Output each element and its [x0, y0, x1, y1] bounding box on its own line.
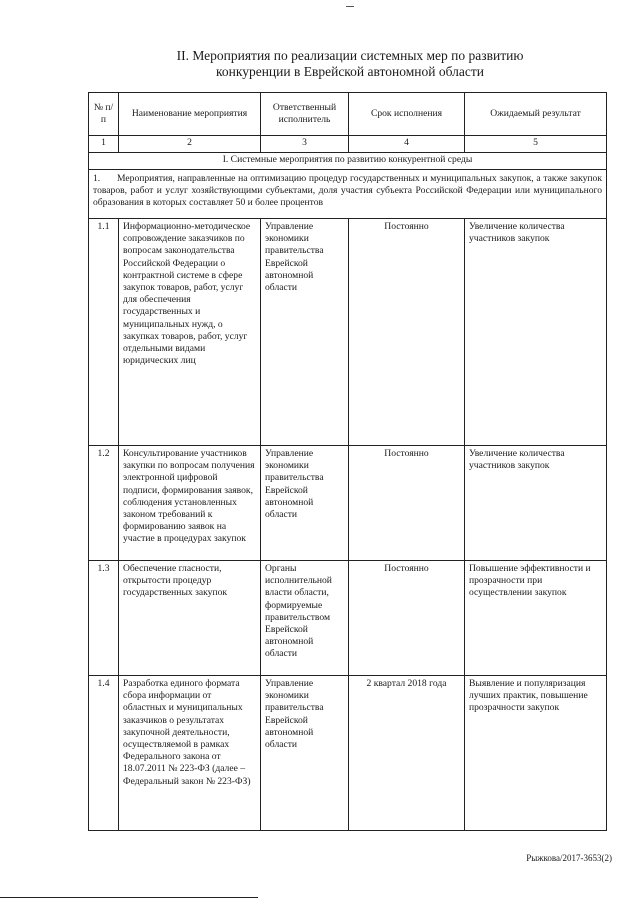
group-row [89, 170, 607, 219]
column-number: 2 [119, 136, 261, 153]
row-number: 1.2 [89, 446, 119, 561]
header-deadline: Срок исполнения [349, 93, 465, 136]
column-number: 5 [465, 136, 607, 153]
row-number: 1.1 [89, 219, 119, 446]
row-result: Увеличение количества участников закупок [465, 219, 607, 446]
row-number: 1.4 [89, 676, 119, 831]
column-number: 3 [261, 136, 349, 153]
table-header-row [89, 93, 607, 136]
row-deadline: Постоянно [349, 219, 465, 446]
section-row [89, 153, 607, 170]
group-number: 1. [93, 173, 101, 184]
row-executor: Органы исполнительной власти области, формируемые правительством Еврейской автономной области [261, 561, 349, 676]
row-deadline: 2 квартал 2018 года [349, 676, 465, 831]
row-number: 1.3 [89, 561, 119, 676]
table-row [89, 561, 607, 676]
table-row [89, 219, 607, 446]
column-numbers-row [89, 136, 607, 153]
title-line-1: II. Мероприятия по реализации системных мер по развитию [176, 48, 524, 63]
column-number: 4 [349, 136, 465, 153]
row-result: Повышение эффективности и прозрачности при осуществлении закупок [465, 561, 607, 676]
row-measure-name: Консультирование участников закупки по вопросам получения электронной цифровой подписи, формирования заявок, соблюдения установленных законом требований к формированию заявок на участие в процедурах закупок [119, 446, 261, 561]
row-result: Увеличение количества участников закупок [465, 446, 607, 561]
row-executor: Управление экономики правительства Еврейской автономной области [261, 446, 349, 561]
footer-divider [0, 897, 258, 898]
row-deadline: Постоянно [349, 561, 465, 676]
column-number: 1 [89, 136, 119, 153]
table-row [89, 446, 607, 561]
header-name: Наименование мероприятия [119, 93, 261, 136]
title-line-2: конкуренции в Еврейской автономной области [216, 64, 484, 79]
document-code: Рыжкова/2017-3653(2) [526, 853, 612, 863]
header-result: Ожидаемый результат [465, 93, 607, 136]
row-result: Выявление и популяризация лучших практик, повышение прозрачности закупок [465, 676, 607, 831]
row-deadline: Постоянно [349, 446, 465, 561]
row-executor: Управление экономики правительства Еврейской автономной области [261, 219, 349, 446]
row-measure-name: Обеспечение гласности, открытости процедур государственных закупок [119, 561, 261, 676]
section-title: I. Системные мероприятия по развитию конкурентной среды [89, 153, 607, 170]
table-row [89, 676, 607, 831]
header-num: № п/п [89, 93, 119, 136]
row-executor: Управление экономики правительства Еврейской автономной области [261, 676, 349, 831]
group-text: Мероприятия, направленные на оптимизацию процедур государственных и муниципальных закупок, а также закупок товаров, работ и услуг хозяйствующими субъектами, доля участия субъекта Российской Федерации или муниципального образования в которых составляет 50 и более процентов [93, 173, 602, 209]
measures-table [88, 92, 606, 831]
top-mark [346, 6, 354, 7]
header-executor: Ответственный исполнитель [261, 93, 349, 136]
document-title [150, 48, 550, 80]
group-cell [89, 170, 607, 219]
row-measure-name: Разработка единого формата сбора информации от областных и муниципальных заказчиков о результатах закупочной деятельности, осуществляемой в рамках Федерального закона от 18.07.2011 № 223-ФЗ (далее – Федеральный закон № 223-ФЗ) [119, 676, 261, 831]
row-measure-name: Информационно-методическое сопровождение заказчиков по вопросам законодательства Российской Федерации о контрактной системе в сфере закупок товаров, работ, услуг для обеспечения государственных и муниципальных нужд, о закупках товаров, работ, услуг отдельными видами юридических лиц [119, 219, 261, 446]
